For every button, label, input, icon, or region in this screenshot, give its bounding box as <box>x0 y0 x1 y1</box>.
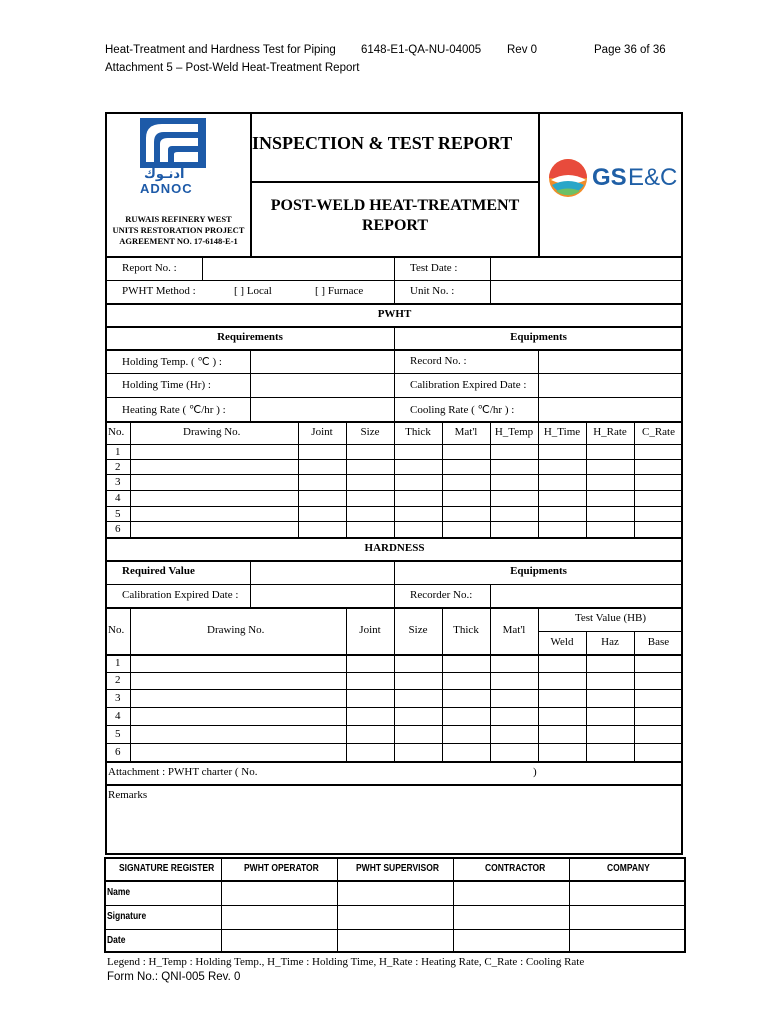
heating-rate-label: Heating Rate ( ℃/hr ) : <box>122 404 226 416</box>
report-subtitle-1: POST-WELD HEAT-TREATMENT <box>270 197 520 214</box>
project-line-1: RUWAIS REFINERY WEST <box>125 214 232 224</box>
pwht-section-title: PWHT <box>377 308 412 320</box>
holding-temp-label: Holding Temp. ( ℃ ) : <box>122 356 222 368</box>
hardness-row-no: 1 <box>115 657 121 669</box>
holding-time-label: Holding Time (Hr) : <box>122 379 211 391</box>
legend: Legend : H_Temp : Holding Temp., H_Time : Holding Time, H_Rate : Heating Rate, C_Rate : Cooling Rate <box>107 956 585 968</box>
hardness-col-no: No. <box>108 624 125 636</box>
hardness-col-weld: Weld <box>550 636 574 648</box>
pwht-row-no: 4 <box>115 492 121 504</box>
hardness-col-matl: Mat'l <box>502 624 526 636</box>
remarks-field[interactable] <box>107 804 682 852</box>
pwht-equipments-header: Equipments <box>510 331 567 343</box>
pwht-col-htime: H_Time <box>543 426 581 438</box>
sig-row-signature: Signature <box>107 911 147 922</box>
project-line-2: UNITS RESTORATION PROJECT <box>112 225 245 235</box>
furnace-checkbox[interactable]: [ ] Furnace <box>315 285 364 297</box>
test-date-label: Test Date : <box>410 262 458 274</box>
doc-title: Heat-Treatment and Hardness Test for Piping <box>105 44 336 56</box>
attachment-title: Attachment 5 – Post-Weld Heat-Treatment Report <box>105 62 360 74</box>
sig-col-register: SIGNATURE REGISTER <box>119 863 215 874</box>
hardness-calibration-date-label: Calibration Expired Date : <box>122 589 239 601</box>
hardness-col-haz: Haz <box>601 636 619 648</box>
hardness-row-no: 4 <box>115 710 121 722</box>
test-value-header: Test Value (HB) <box>574 612 647 624</box>
sig-col-supervisor: PWHT SUPERVISOR <box>356 863 439 874</box>
sig-row-name: Name <box>107 887 131 898</box>
hardness-col-thick: Thick <box>453 624 479 636</box>
hardness-row-no: 2 <box>115 674 121 686</box>
report-title: INSPECTION & TEST REPORT <box>252 133 513 153</box>
doc-number: 6148-E1-QA-NU-04005 <box>361 44 482 56</box>
hardness-col-base: Base <box>647 636 670 648</box>
pwht-method-label: PWHT Method : <box>122 285 196 297</box>
pwht-row-no: 1 <box>115 446 121 458</box>
adnoc-arabic: أدنـوك <box>144 167 185 182</box>
hardness-col-drawing: Drawing No. <box>207 624 265 636</box>
hardness-col-joint: Joint <box>359 624 381 636</box>
gsenc-logo-mark <box>548 158 588 198</box>
pwht-col-size: Size <box>360 426 380 438</box>
pwht-col-joint: Joint <box>311 426 333 438</box>
page-number: Page 36 of 36 <box>594 44 666 56</box>
sig-col-contractor: CONTRACTOR <box>485 863 546 874</box>
remarks-label: Remarks <box>108 789 148 801</box>
pwht-col-matl: Mat'l <box>454 426 478 438</box>
calibration-date-label: Calibration Expired Date : <box>410 379 527 391</box>
doc-revision: Rev 0 <box>507 44 538 56</box>
hardness-row-no: 5 <box>115 728 121 740</box>
hardness-col-size: Size <box>408 624 428 636</box>
pwht-row-no: 6 <box>115 523 121 535</box>
sig-col-company: COMPANY <box>607 863 650 874</box>
pwht-col-drawing: Drawing No. <box>183 426 241 438</box>
pwht-col-crate: C_Rate <box>642 426 675 438</box>
gsenc-logo <box>548 158 678 202</box>
unit-no-field[interactable] <box>491 281 682 302</box>
pwht-col-htemp: H_Temp <box>494 426 534 438</box>
pwht-row-no: 3 <box>115 476 121 488</box>
hardness-row-no: 6 <box>115 746 121 758</box>
pwht-row-no: 2 <box>115 461 121 473</box>
gsenc-enc: E&C <box>628 164 678 191</box>
adnoc-logo <box>140 118 208 198</box>
attachment-close: ) <box>533 766 537 778</box>
pwht-col-thick: Thick <box>405 426 431 438</box>
hardness-section-title: HARDNESS <box>364 542 425 554</box>
pwht-requirements-header: Requirements <box>217 331 283 343</box>
test-date-field[interactable] <box>491 258 682 279</box>
report-no-field[interactable] <box>203 258 393 279</box>
cooling-rate-label: Cooling Rate ( ℃/hr ) : <box>410 404 515 416</box>
adnoc-logo-mark <box>140 118 206 168</box>
pwht-row-no: 5 <box>115 508 121 520</box>
adnoc-brand: ADNOC <box>140 181 193 196</box>
sig-row-date: Date <box>107 935 126 946</box>
unit-no-label: Unit No. : <box>410 285 455 297</box>
required-value-label: Required Value <box>122 565 195 577</box>
pwht-col-no: No. <box>108 426 125 438</box>
recorder-no-label: Recorder No.: <box>410 589 473 601</box>
sig-col-operator: PWHT OPERATOR <box>244 863 319 874</box>
pwht-col-hrate: H_Rate <box>593 426 627 438</box>
project-line-3: AGREEMENT NO. 17-6148-E-1 <box>119 236 238 246</box>
hardness-row-no: 3 <box>115 692 121 704</box>
report-no-label: Report No. : <box>122 262 177 274</box>
attachment-line: Attachment : PWHT charter ( No. <box>108 766 258 778</box>
form-number: Form No.: QNI-005 Rev. 0 <box>107 971 241 983</box>
record-no-label: Record No. : <box>410 355 467 367</box>
report-subtitle-2: REPORT <box>361 217 429 234</box>
local-checkbox[interactable]: [ ] Local <box>234 285 272 297</box>
gsenc-gs: GS <box>592 164 627 191</box>
hardness-equipments-header: Equipments <box>510 565 567 577</box>
